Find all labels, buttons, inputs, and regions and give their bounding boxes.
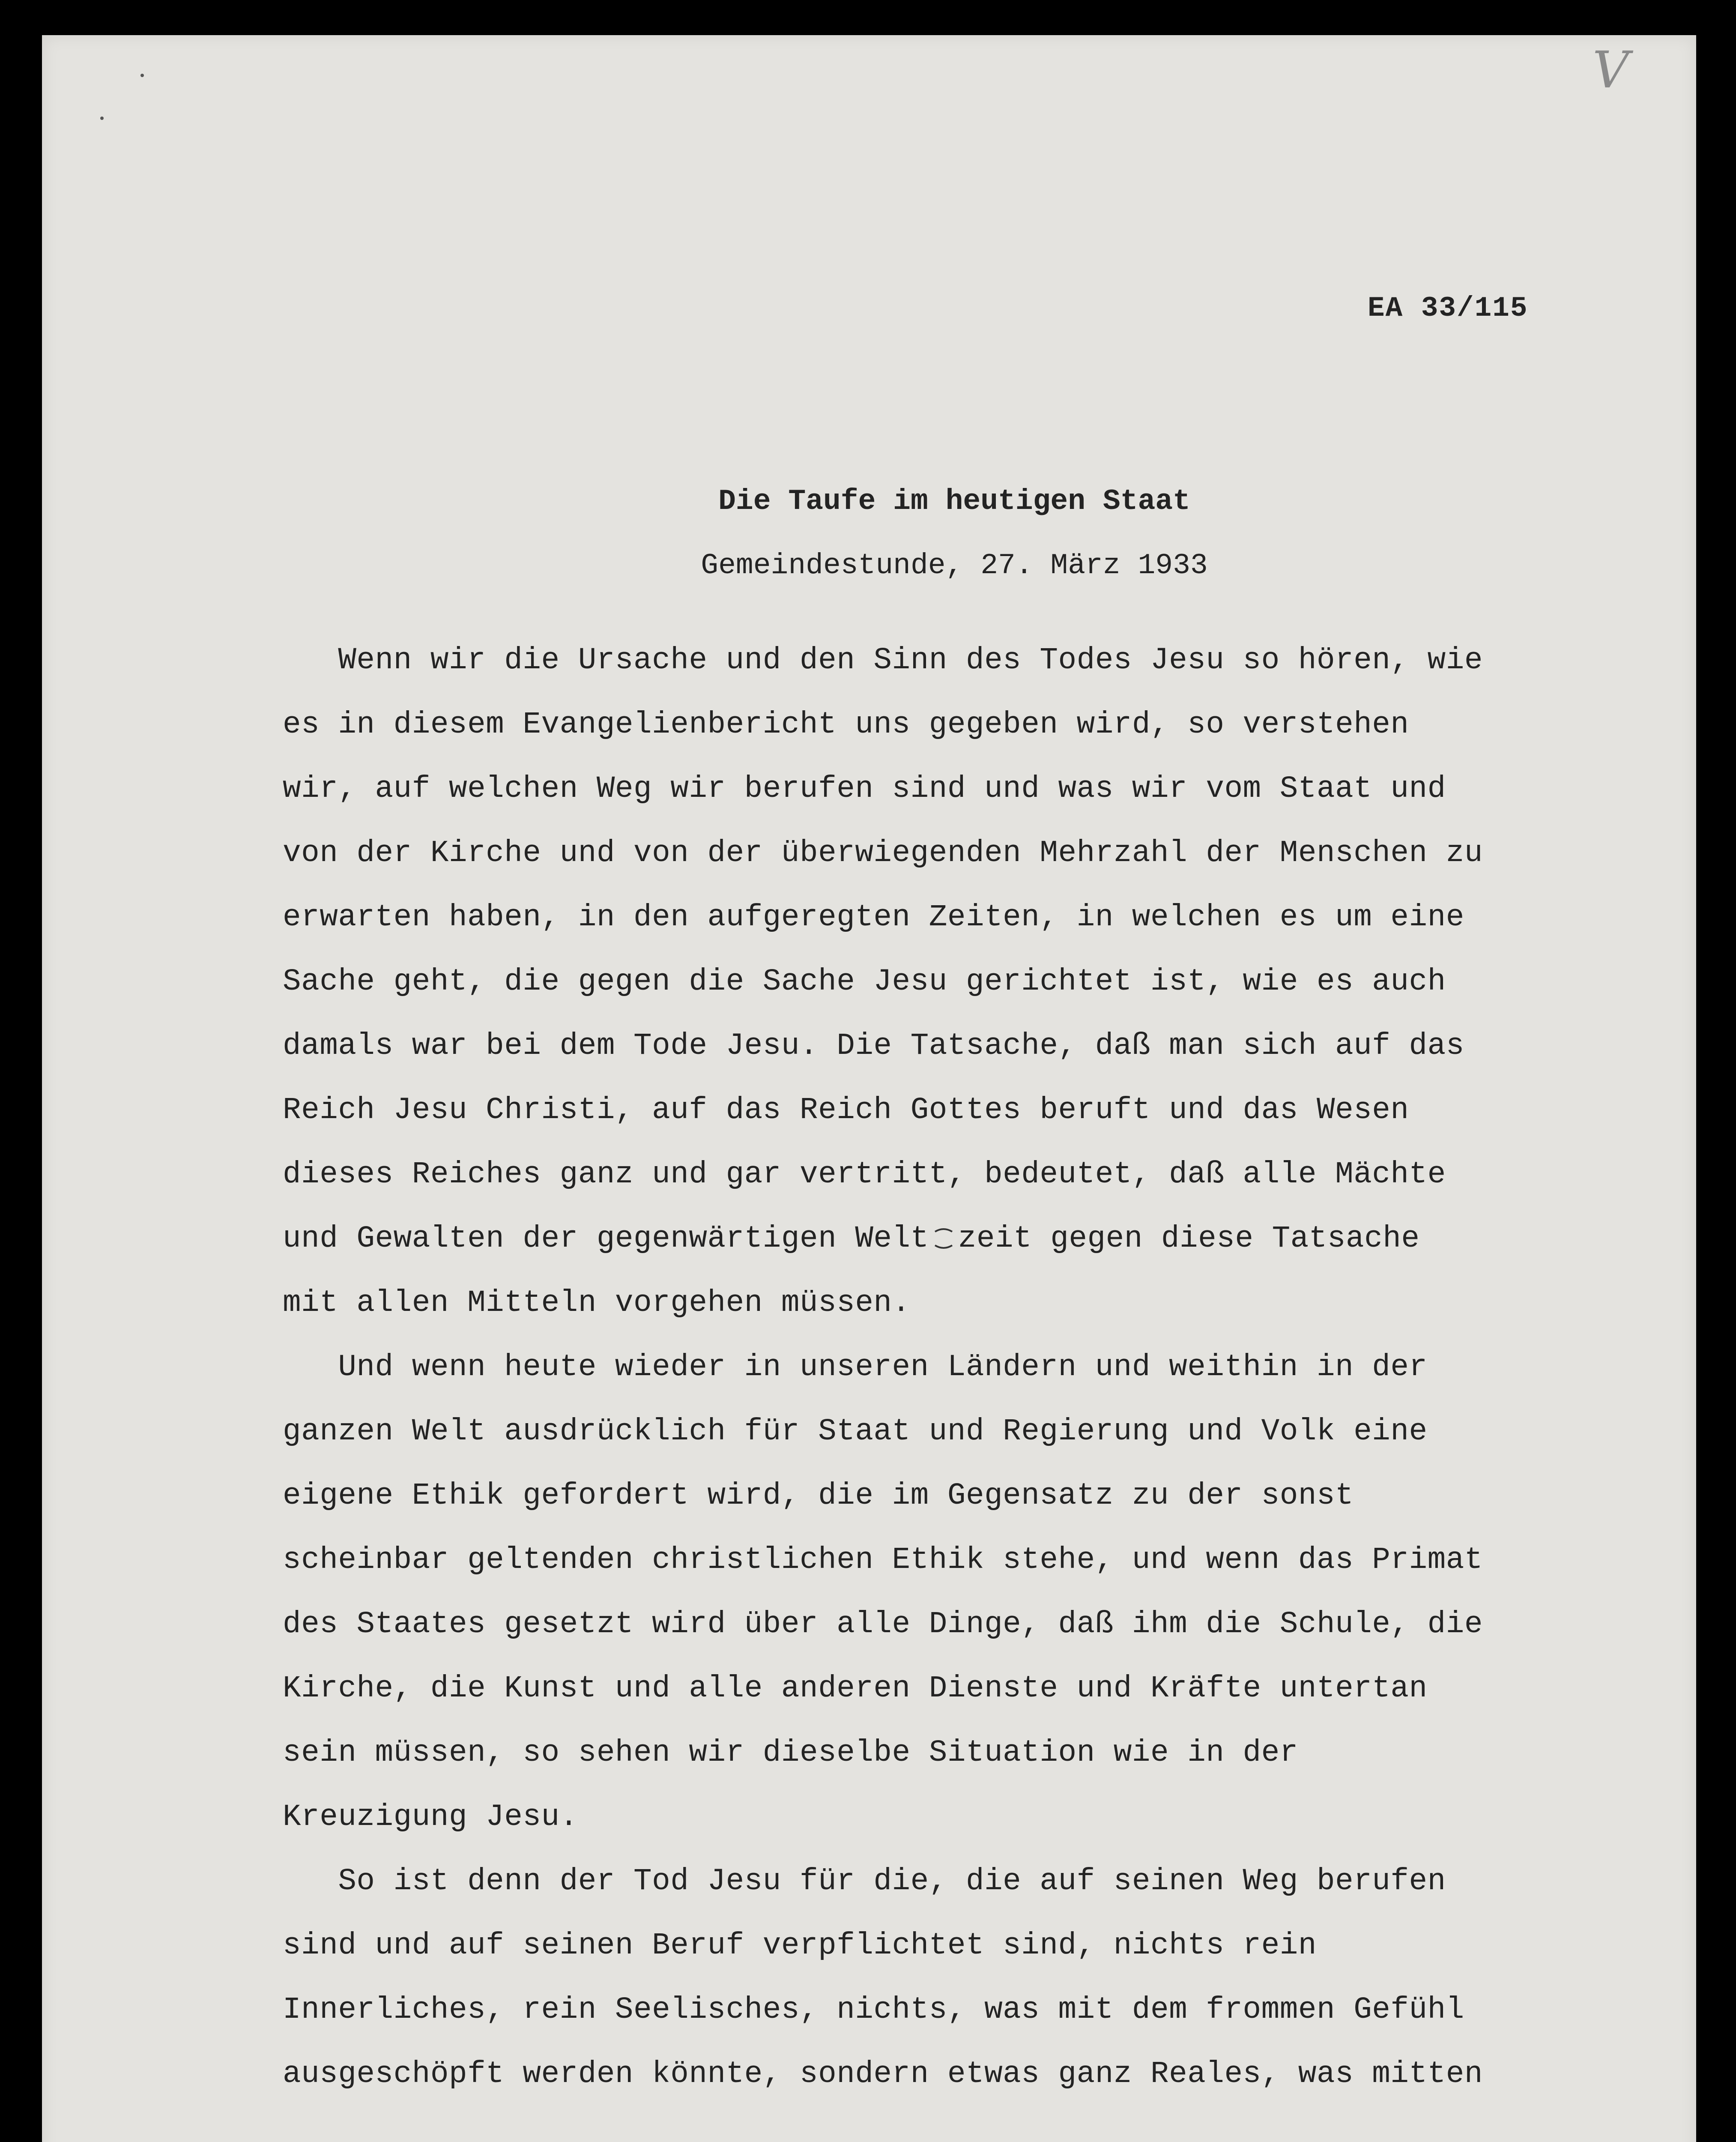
document-page: [42, 35, 1696, 2142]
text-segment: zeit gegen diese Tatsache: [958, 1222, 1420, 1256]
text-line: wir, auf welchen Weg wir berufen sind und was wir vom Staat und: [283, 772, 1446, 806]
text-line: dieses Reiches ganz und gar vertritt, bedeutet, daß alle Mächte: [283, 1158, 1446, 1192]
text-line: Und wenn heute wieder in unseren Ländern und weithin in der: [283, 1350, 1428, 1385]
text-line: ganzen Welt ausdrücklich für Staat und Regierung und Volk eine: [283, 1415, 1428, 1449]
archive-reference-number: EA 33/115: [1368, 292, 1528, 324]
text-line: ausgeschöpft werden könnte, sondern etwas ganz Reales, was mitten: [283, 2057, 1483, 2091]
paper-speck: [140, 74, 144, 77]
text-line: eigene Ethik gefordert wird, die im Gegensatz zu der sonst: [283, 1479, 1354, 1513]
document-subtitle: Gemeindestunde, 27. März 1933: [701, 549, 1208, 582]
text-segment: und Gewalten der gegenwärtigen Welt: [283, 1222, 929, 1256]
text-line: Kreuzigung Jesu.: [283, 1800, 578, 1834]
text-line: erwarten haben, in den aufgeregten Zeiten, in welchen es um eine: [283, 900, 1464, 935]
text-line: Innerliches, rein Seelisches, nichts, was mit dem frommen Gefühl: [283, 1993, 1464, 2027]
paper-speck: [100, 117, 104, 120]
text-line: mit allen Mitteln vorgehen müssen.: [283, 1286, 911, 1320]
text-line: sein müssen, so sehen wir dieselbe Situation wie in der: [283, 1736, 1298, 1770]
text-line: Wenn wir die Ursache und den Sinn des Todes Jesu so hören, wie: [283, 643, 1483, 678]
text-line: Kirche, die Kunst und alle anderen Dienste und Kräfte untertan: [283, 1672, 1428, 1706]
handwritten-check-mark: V: [1593, 40, 1629, 99]
text-line: Reich Jesu Christi, auf das Reich Gottes beruft und das Wesen: [283, 1093, 1409, 1128]
document-title: Die Taufe im heutigen Staat: [718, 485, 1190, 518]
text-line: damals war bei dem Tode Jesu. Die Tatsache, daß man sich auf das: [283, 1029, 1464, 1063]
text-line: des Staates gesetzt wird über alle Dinge, daß ihm die Schule, die: [283, 1607, 1483, 1642]
text-line: sind und auf seinen Beruf verpflichtet sind, nichts rein: [283, 1929, 1317, 1963]
text-line: scheinbar geltenden christlichen Ethik stehe, und wenn das Primat: [283, 1543, 1483, 1577]
text-line: von der Kirche und von der überwiegenden Mehrzahl der Menschen zu: [283, 836, 1483, 871]
handwritten-ligature-mark: [931, 1226, 956, 1251]
text-line: es in diesem Evangelienbericht uns gegeben wird, so verstehen: [283, 708, 1409, 742]
text-line: So ist denn der Tod Jesu für die, die auf seinen Weg berufen: [283, 1864, 1446, 1899]
text-line: Sache geht, die gegen die Sache Jesu gerichtet ist, wie es auch: [283, 965, 1446, 999]
text-line-with-correction: [283, 1222, 1419, 1256]
